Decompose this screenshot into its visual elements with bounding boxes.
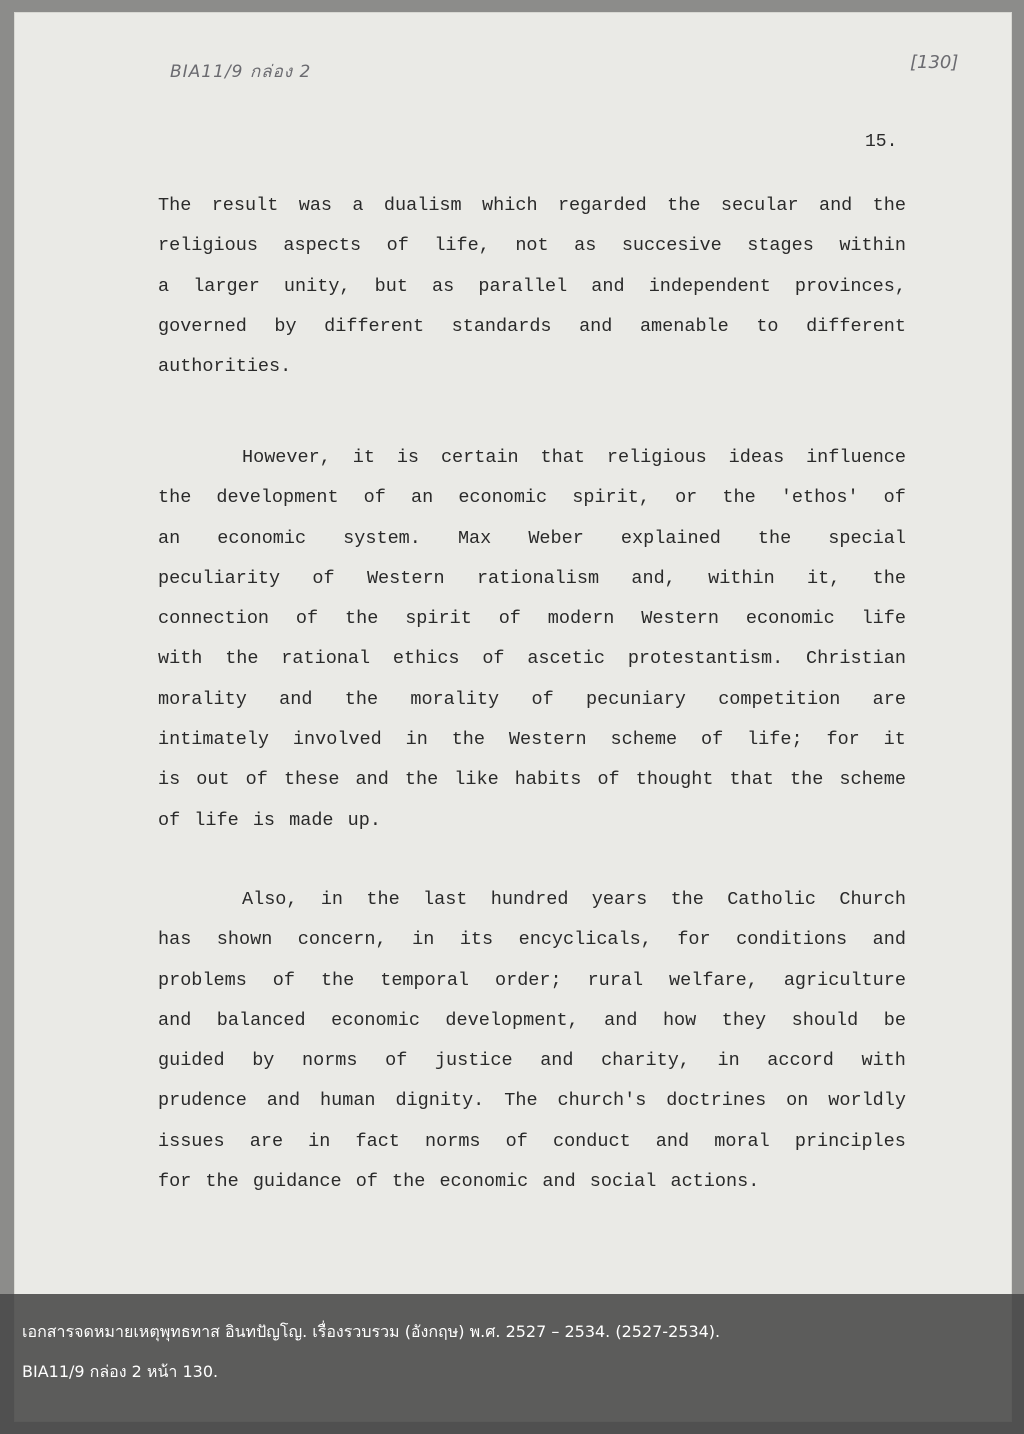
text-line: guided by norms of justice and charity, in accord with xyxy=(158,1050,906,1072)
page-number: 15. xyxy=(865,132,898,152)
text-line: connection of the spirit of modern Western economic life xyxy=(158,608,906,630)
handwritten-archive-note: BIA11/9 กล่อง 2 xyxy=(170,62,312,82)
text-line: the development of an economic spirit, or the 'ethos' of xyxy=(158,487,906,509)
text-line: issues are in fact norms of conduct and moral principles xyxy=(158,1130,906,1152)
text-line: The result was a dualism which regarded the secular and the xyxy=(158,195,906,216)
text-line: an economic system. Max Weber explained the special xyxy=(158,527,906,549)
text-line: prudence and human dignity. The church's doctrines on worldly xyxy=(158,1090,906,1112)
text-line: governed by different standards and amenable to different xyxy=(158,315,906,337)
text-line: However, it is certain that religious ideas influence xyxy=(242,447,906,468)
handwritten-page-note: [130] xyxy=(910,52,959,73)
text-line: intimately involved in the Western scheme of life; for it xyxy=(158,729,906,751)
text-line: for the guidance of the economic and social actions. xyxy=(158,1171,760,1193)
text-line: and balanced economic development, and how they should be xyxy=(158,1009,906,1031)
document-page xyxy=(14,12,1012,1422)
text-line: problems of the temporal order; rural welfare, agriculture xyxy=(158,969,906,991)
text-line: a larger unity, but as parallel and independent provinces, xyxy=(158,275,906,297)
archive-caption xyxy=(0,1294,1024,1434)
text-line: is out of these and the like habits of thought that the scheme xyxy=(158,769,906,791)
text-line: of life is made up. xyxy=(158,809,381,831)
text-line: religious aspects of life, not as succesive stages within xyxy=(158,235,906,257)
caption-title: เอกสารจดหมายเหตุพุทธทาส อินทปัญโญ. เรื่องรวบรวม (อังกฤษ) พ.ศ. 2527 – 2534. (2527-2534). xyxy=(22,1322,721,1341)
text-line: has shown concern, in its encyclicals, for conditions and xyxy=(158,929,906,951)
text-line: morality and the morality of pecuniary competition are xyxy=(158,688,906,710)
paragraph-3 xyxy=(158,880,906,1202)
text-line: authorities. xyxy=(158,356,292,378)
caption-reference: BIA11/9 กล่อง 2 หน้า 130. xyxy=(22,1362,219,1381)
paragraph-2 xyxy=(158,438,906,841)
paragraph-1 xyxy=(158,186,906,387)
text-line: peculiarity of Western rationalism and, within it, the xyxy=(158,567,906,589)
text-line: with the rational ethics of ascetic protestantism. Christian xyxy=(158,648,906,670)
text-line: Also, in the last hundred years the Catholic Church xyxy=(242,889,906,910)
